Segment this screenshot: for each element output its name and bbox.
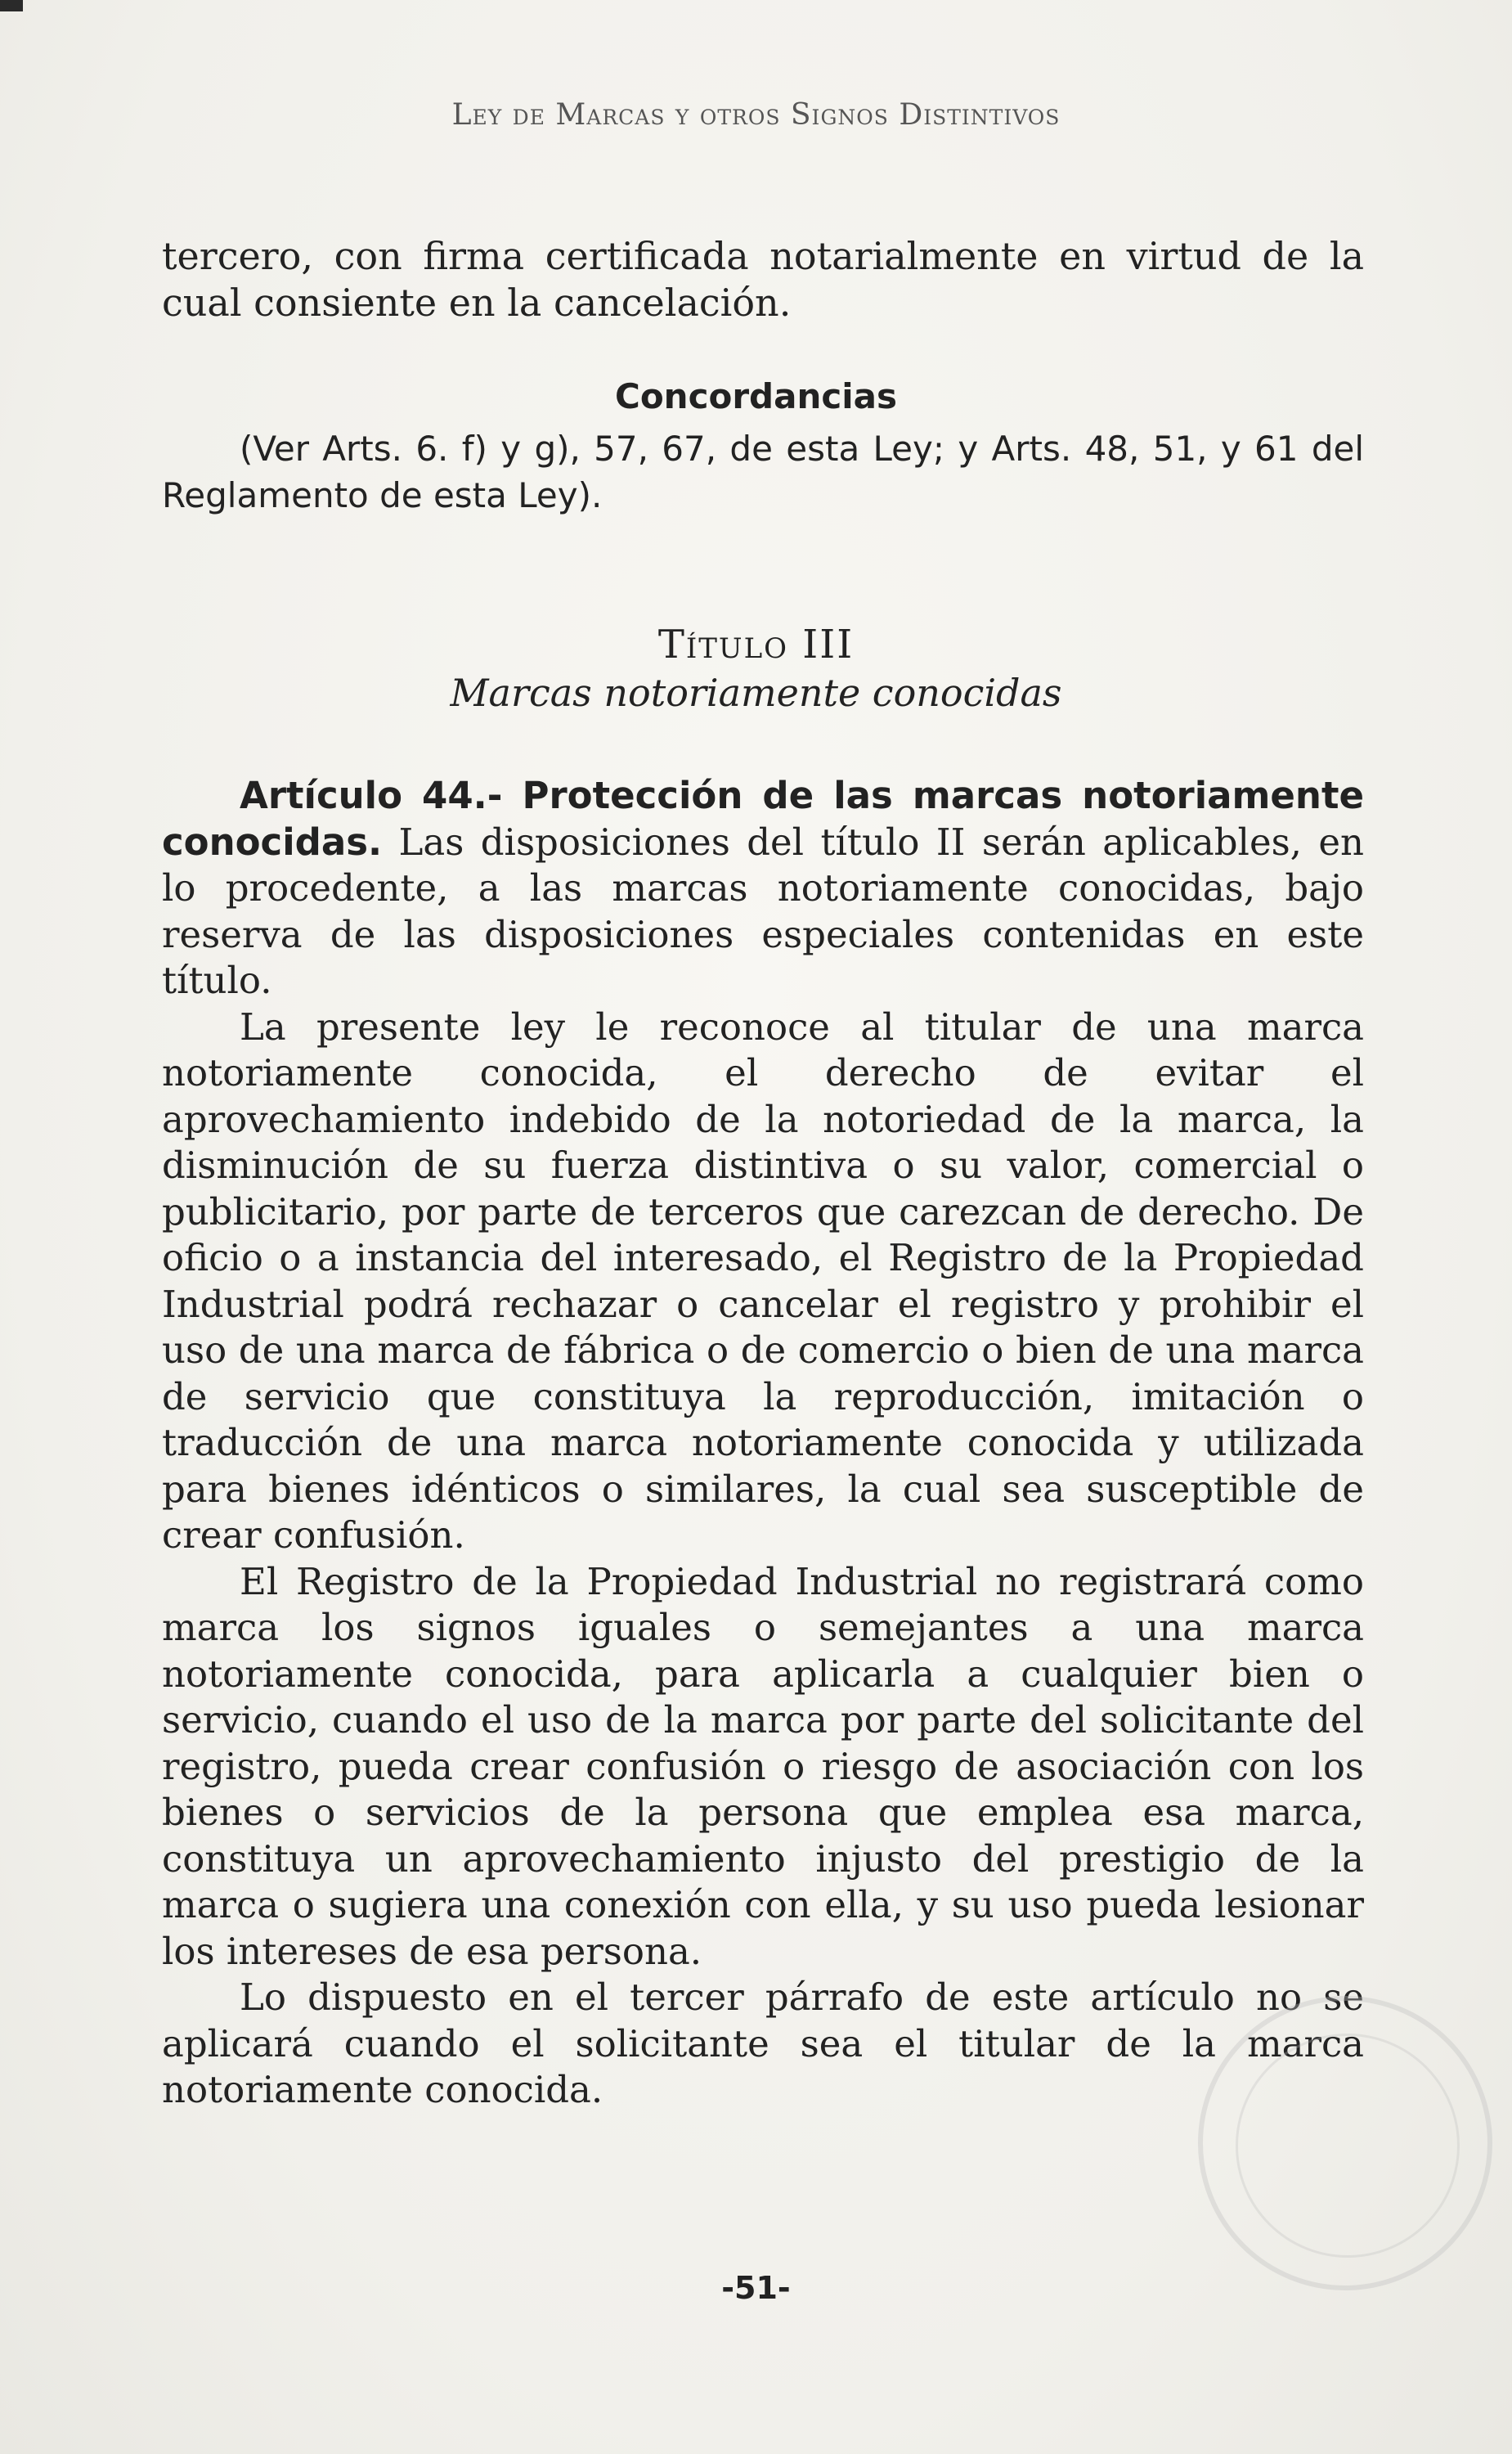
concordancias-block	[162, 425, 1364, 519]
concordancias-text: (Ver Arts. 6. f) y g), 57, 67, de esta Ley; y Arts. 48, 51, y 61 del Reglamento de esta Ley).	[162, 429, 1364, 515]
article-intro: Las disposiciones del título II serán aplicables, en lo procedente, a las marcas notoriamente conocidas, bajo reserva de las disposiciones especiales contenidas en este título.	[162, 820, 1364, 1002]
faint-stamp-seal	[1198, 1996, 1492, 2290]
page-number: -51-	[721, 2270, 791, 2306]
continuation-text: tercero, con firma certificada notarialmente en virtud de la cual consiente en la cancelación.	[162, 234, 1364, 325]
concordancias-heading: Concordancias	[615, 376, 897, 416]
faint-stamp-inner-ring	[1236, 2034, 1460, 2258]
article-paragraph-3: El Registro de la Propiedad Industrial no registrará como marca los signos iguales o semejantes a una marca notoriamente conocida, para aplicarla a cualquier bien o servicio, cuando el uso de la marca por parte del solicitante del registro, pueda crear confusión o riesgo de asociación con los bienes o servicios de la persona que emplea esa marca, constituya un aprovechamiento injusto del prestigio de la marca o sugiera una conexión con ella, y su uso pueda lesionar los intereses de esa persona.	[162, 1559, 1364, 1973]
article-44	[162, 773, 1364, 2114]
article-paragraph-2: La presente ley le reconoce al titular de una marca notoriamente conocida, el derecho de evitar el aprovechamiento indebido de la notoriedad de la marca, la disminución de su fuerza distintiva o su valor, comercial o publicitario, por parte de terceros que carezcan de derecho. De oficio o a instancia del interesado, el Registro de la Propiedad Industrial podrá rechazar o cancelar el registro y prohibir el uso de una marca de fábrica o de comercio o bien de una marca de servicio que constituya la reproducción, imitación o traducción de una marca notoriamente conocida y utilizada para bienes idénticos o similares, la cual sea susceptible de crear confusión.	[162, 1005, 1364, 1557]
article-heading: Artículo 44.- Protección de las marcas notoriamente conocidas.	[162, 774, 1364, 864]
running-head: Ley de Marcas y otros Signos Distintivos	[451, 98, 1061, 132]
article-paragraph-4: Lo dispuesto en el tercer párrafo de este artículo no se aplicará cuando el solicitante sea el titular de la marca notoriamente conocida.	[162, 1975, 1364, 2111]
titulo-label: Título III	[657, 622, 855, 667]
article-first-paragraph	[162, 773, 1364, 1005]
titulo-subtitle: Marcas notoriamente conocidas	[450, 671, 1062, 715]
scan-corner-mark	[0, 0, 23, 11]
continuation-paragraph	[162, 233, 1364, 326]
